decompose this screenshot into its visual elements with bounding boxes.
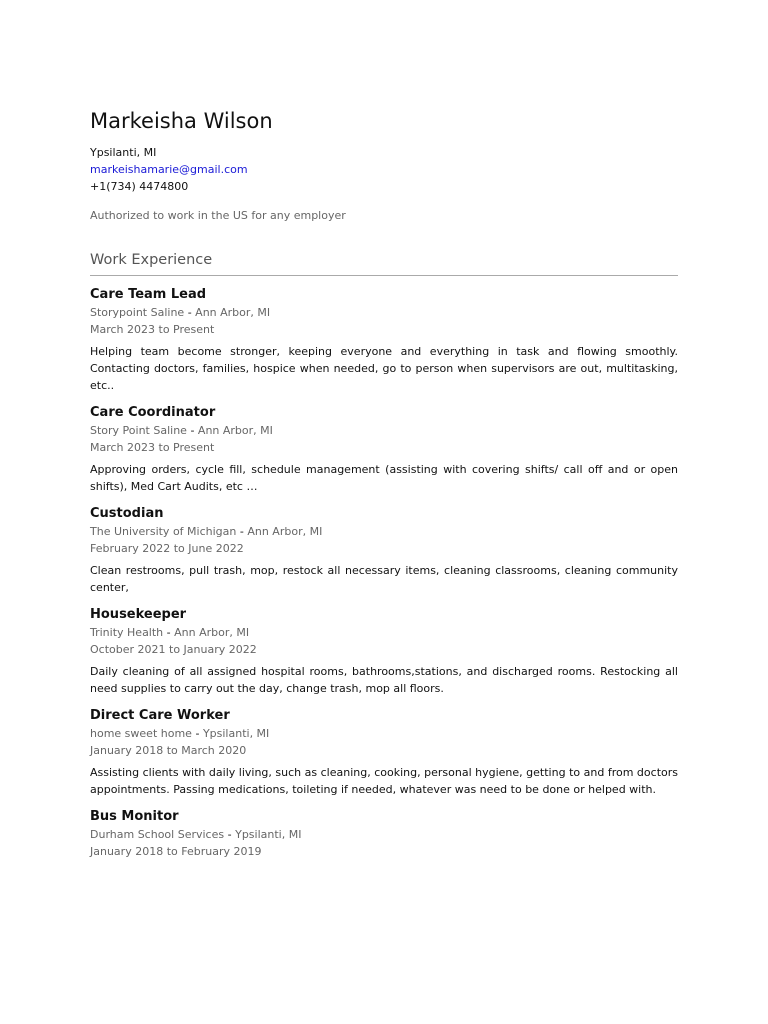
- company-separator: -: [227, 828, 232, 841]
- job-entry: [90, 707, 678, 798]
- company-separator: -: [195, 727, 200, 740]
- job-company: Storypoint Saline: [90, 306, 185, 319]
- company-separator: -: [166, 626, 171, 639]
- job-description: Approving orders, cycle fill, schedule management (assisting with covering shifts/ call off and or open shifts), Med Cart Audits, etc …: [90, 463, 678, 493]
- job-company: Trinity Health: [90, 626, 164, 639]
- job-title: Bus Monitor: [90, 809, 179, 824]
- job-title: Housekeeper: [90, 607, 187, 622]
- work-experience-heading: Work Experience: [90, 250, 678, 276]
- job-description: Helping team become stronger, keeping everyone and everything in task and flowing smoothly. Contacting doctors, families, hospice when needed, go to person when supervisors are out, multitasking, etc..: [90, 345, 678, 392]
- job-dates: January 2018 to February 2019: [90, 845, 262, 858]
- job-dates: February 2022 to June 2022: [90, 542, 244, 555]
- job-company: home sweet home: [90, 727, 192, 740]
- company-separator: -: [239, 525, 244, 538]
- job-company: The University of Michigan: [90, 525, 237, 538]
- job-location: Ann Arbor, MI: [197, 424, 273, 437]
- job-dates: March 2023 to Present: [90, 441, 215, 454]
- job-title: Custodian: [90, 506, 164, 521]
- company-separator: -: [187, 306, 192, 319]
- candidate-location: Ypsilanti, MI: [90, 146, 157, 159]
- work-authorization: Authorized to work in the US for any employer: [90, 209, 346, 222]
- resume-content: [90, 106, 678, 870]
- job-entry: [90, 808, 678, 860]
- job-entry: [90, 286, 678, 394]
- candidate-email-link[interactable]: markeishamarie@gmail.com: [90, 163, 248, 176]
- job-title: Care Team Lead: [90, 287, 207, 302]
- job-company: Story Point Saline: [90, 424, 187, 437]
- job-company-line: [90, 725, 678, 742]
- job-entry: [90, 404, 678, 495]
- job-title: Direct Care Worker: [90, 708, 230, 723]
- job-company: Durham School Services: [90, 828, 225, 841]
- job-location: Ann Arbor, MI: [247, 525, 323, 538]
- job-description: Daily cleaning of all assigned hospital rooms, bathrooms,stations, and discharged rooms. Restocking all need supplies to carry out the day, change trash, mop all floors.: [90, 665, 678, 695]
- job-company-line: [90, 624, 678, 641]
- job-description: Clean restrooms, pull trash, mop, restock all necessary items, cleaning classrooms, cleaning community center,: [90, 564, 678, 594]
- candidate-phone: +1(734) 4474800: [90, 180, 189, 193]
- job-location: Ypsilanti, MI: [202, 727, 270, 740]
- job-location: Ann Arbor, MI: [174, 626, 250, 639]
- job-company-line: [90, 422, 678, 439]
- job-dates: March 2023 to Present: [90, 323, 215, 336]
- work-experience-list: [90, 286, 678, 860]
- job-entry: [90, 606, 678, 697]
- job-location: Ann Arbor, MI: [195, 306, 271, 319]
- job-company-line: [90, 826, 678, 843]
- job-description: Assisting clients with daily living, such as cleaning, cooking, personal hygiene, getting to and from doctors appointments. Passing medications, toileting if needed, whatever was need to be done or helped with.: [90, 766, 678, 796]
- job-location: Ypsilanti, MI: [235, 828, 302, 841]
- job-title: Care Coordinator: [90, 405, 216, 420]
- job-dates: January 2018 to March 2020: [90, 744, 247, 757]
- candidate-name: Markeisha Wilson: [90, 109, 273, 133]
- job-company-line: [90, 523, 678, 540]
- job-dates: October 2021 to January 2022: [90, 643, 257, 656]
- company-separator: -: [190, 424, 195, 437]
- job-company-line: [90, 304, 678, 321]
- job-entry: [90, 505, 678, 596]
